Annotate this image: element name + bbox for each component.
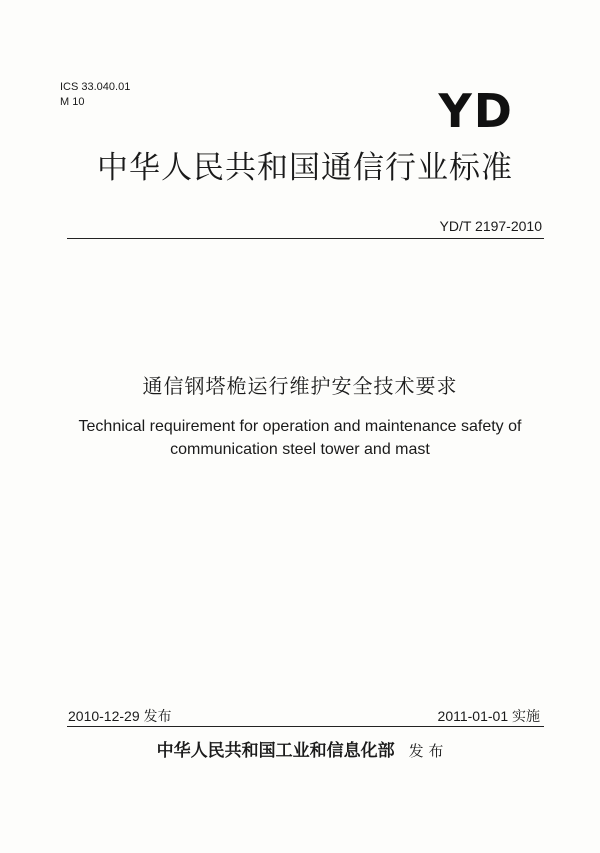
publisher-organization: 中华人民共和国工业和信息化部 xyxy=(156,741,395,761)
publisher-line xyxy=(0,736,600,761)
document-title-english xyxy=(0,415,600,461)
issue-date: 2010-12-29 发布 xyxy=(68,708,172,724)
standard-number: YD/T 2197-2010 xyxy=(439,218,542,234)
top-divider xyxy=(67,238,544,239)
english-title-line-2: communication steel tower and mast xyxy=(170,441,430,458)
publisher-action: 发 布 xyxy=(408,742,444,760)
english-title-line-1: Technical requirement for operation and maintenance safety of xyxy=(78,418,522,435)
standard-category-title: 中华人民共和国通信行业标准 xyxy=(97,150,513,186)
ics-code: ICS 33.040.01 xyxy=(60,81,131,93)
bottom-divider xyxy=(67,726,544,727)
classification-codes xyxy=(60,80,130,110)
yd-logo: YD xyxy=(438,84,514,138)
implementation-date: 2011-01-01 实施 xyxy=(437,708,540,724)
ccs-code: M 10 xyxy=(60,96,85,108)
document-title-chinese: 通信钢塔桅运行维护安全技术要求 xyxy=(142,374,458,398)
